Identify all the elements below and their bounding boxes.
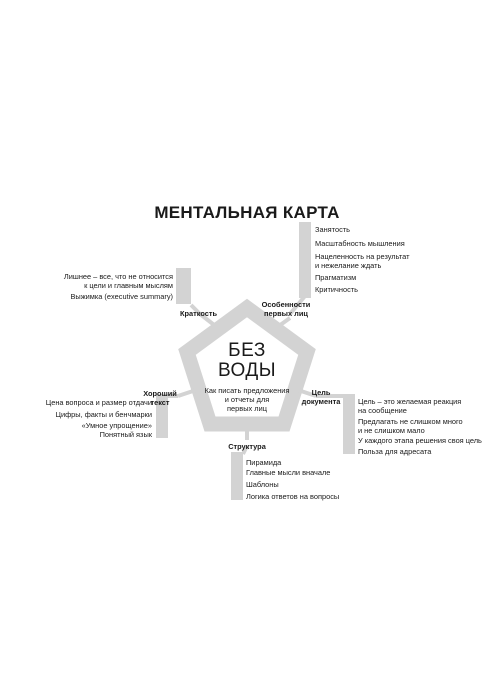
label-features-2: первых лиц [264, 309, 308, 318]
brevity-item-3: Выжимка (executive summary) [70, 292, 173, 301]
goodtext-item-1: Цена вопроса и размер отдачи [45, 398, 152, 407]
center-line-1: БЕЗ [228, 340, 266, 361]
docgoal-item-5: У каждого этапа решения своя цель [358, 436, 482, 445]
structure-item-4: Логика ответов на вопросы [246, 492, 340, 501]
center-line-2: ВОДЫ [217, 360, 277, 381]
docgoal-item-6: Польза для адресата [358, 447, 432, 456]
features-item-5: Прагматизм [315, 273, 357, 282]
goodtext-item-3: «Умное упрощение» [81, 421, 152, 430]
goodtext-item-2: Цифры, факты и бенчмарки [55, 410, 152, 419]
bar-brevity [176, 268, 191, 296]
label-features-1: Особенности [261, 300, 311, 309]
structure-item-1: Пирамида [246, 458, 282, 467]
label-goodtext-1: Хороший [143, 389, 177, 398]
docgoal-item-4: и не слишком мало [358, 426, 425, 435]
center-sub-1: Как писать предложения [204, 386, 290, 395]
center-sub-2: и отчеты для [224, 395, 270, 404]
brevity-item-1: Лишнее – все, что не относится [63, 272, 173, 281]
page-title: МЕНТАЛЬНАЯ КАРТА [154, 203, 340, 222]
center-sub-3: первых лиц [227, 404, 267, 413]
label-docgoal-1: Цель [311, 388, 331, 397]
features-item-3: Нацеленность на результат [315, 252, 410, 261]
label-goodtext-2: текст [150, 398, 170, 407]
bar-features [299, 222, 311, 298]
label-brevity: Краткость [180, 309, 218, 318]
features-item-6: Критичность [315, 285, 359, 294]
label-structure: Структура [228, 442, 266, 451]
bar-brevity-base [176, 292, 191, 304]
structure-item-2: Главные мысли вначале [246, 468, 331, 477]
docgoal-item-1: Цель – это желаемая реакция [358, 397, 462, 406]
structure-item-3: Шаблоны [246, 480, 279, 489]
docgoal-item-2: на сообщение [358, 406, 407, 415]
label-docgoal-2: документа [301, 397, 341, 406]
goodtext-item-4: Понятный язык [99, 430, 152, 439]
brevity-item-2: к цели и главным мыслям [84, 281, 173, 290]
features-item-2: Масштабность мышления [315, 239, 405, 248]
bar-structure [231, 452, 243, 500]
features-item-1: Занятость [315, 225, 351, 234]
features-item-4: и нежелание ждать [315, 261, 382, 270]
docgoal-item-3: Предлагать не слишком много [358, 417, 463, 426]
